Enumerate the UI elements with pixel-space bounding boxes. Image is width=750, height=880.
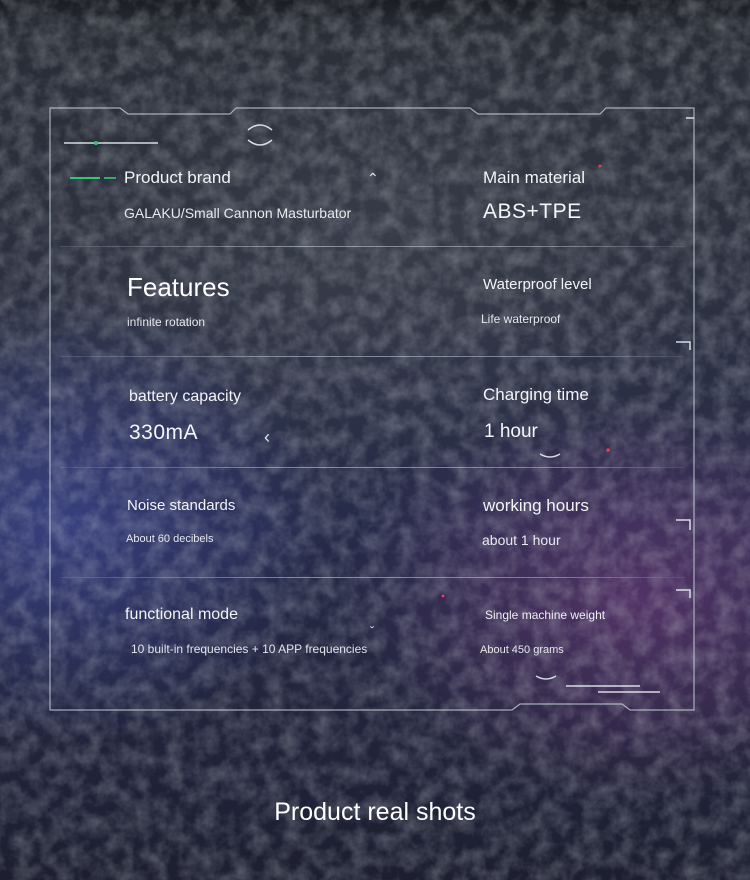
row-divider <box>60 356 685 357</box>
charging-time-value: 1 hour <box>484 421 538 442</box>
waterproof-level-value: Life waterproof <box>481 312 561 326</box>
single-machine-weight-label: Single machine weight <box>485 608 606 622</box>
noise-standards-label: Noise standards <box>127 497 236 514</box>
working-hours-label: working hours <box>483 496 589 515</box>
battery-capacity-label: battery capacity <box>129 388 242 405</box>
working-hours-value: about 1 hour <box>482 532 561 548</box>
single-machine-weight-value: About 450 grams <box>480 644 564 656</box>
product-brand-value: GALAKU/Small Cannon Masturbator <box>124 205 352 221</box>
battery-capacity-value: 330mA <box>129 421 199 444</box>
product-real-shots-heading: Product real shots <box>274 798 476 826</box>
chevron-left-icon: ‹ <box>264 427 270 447</box>
row-divider <box>60 467 685 468</box>
features-value: infinite rotation <box>127 315 206 329</box>
main-material-label: Main material <box>483 168 586 187</box>
chevron-down-icon: ˇ <box>370 624 374 638</box>
functional-mode-value: 10 built-in frequencies + 10 APP frequencies <box>131 642 368 656</box>
product-brand-label: Product brand <box>124 168 231 187</box>
row-divider <box>60 246 685 247</box>
chevron-up-icon: ⌃ <box>367 170 379 186</box>
row-divider <box>60 577 685 578</box>
waterproof-level-label: Waterproof level <box>483 276 592 293</box>
charging-time-label: Charging time <box>483 385 589 404</box>
main-material-value: ABS+TPE <box>483 200 582 223</box>
functional-mode-label: functional mode <box>125 606 238 623</box>
noise-standards-value: About 60 decibels <box>126 533 214 545</box>
features-label: Features <box>127 272 230 302</box>
